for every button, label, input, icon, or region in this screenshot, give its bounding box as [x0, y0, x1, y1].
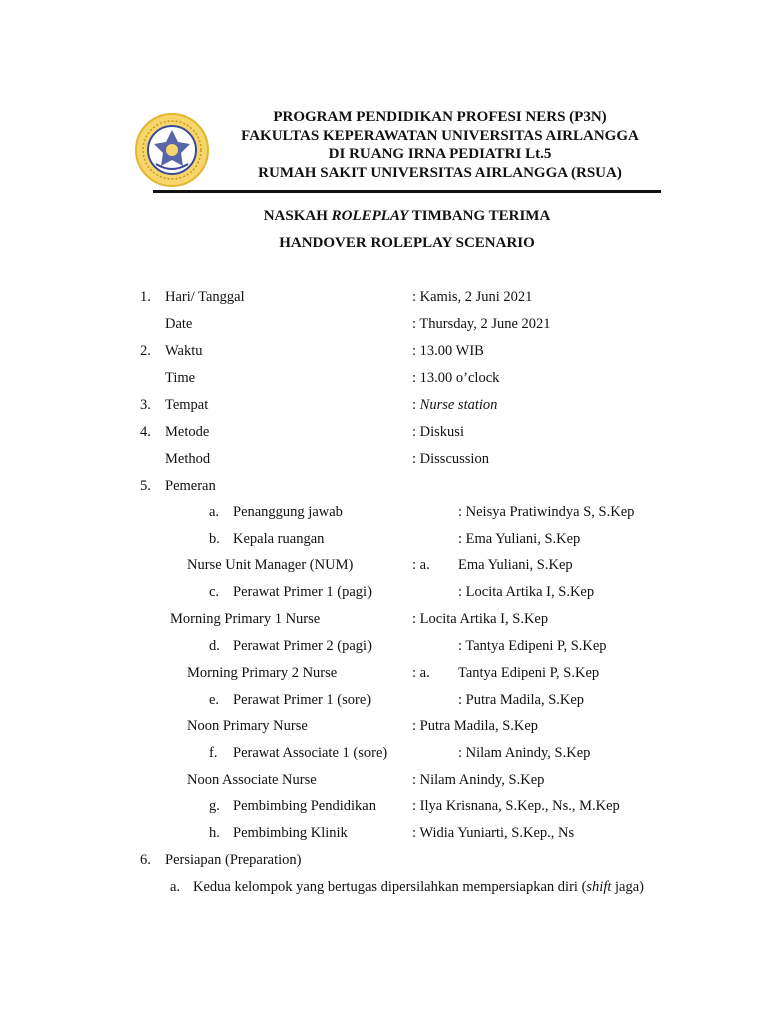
role-label: Nurse Unit Manager (NUM) — [187, 557, 354, 573]
item-value: : Kamis, 2 Juni 2021 — [412, 289, 533, 305]
item-label: Metode — [165, 424, 210, 440]
role-person: : Tantya Edipeni P, S.Kep — [458, 638, 607, 654]
step-text-italic: shift — [586, 879, 612, 895]
role-label: Morning Primary 2 Nurse — [187, 665, 338, 681]
role-colon: : a. — [412, 557, 430, 573]
item-value: : 13.00 o’clock — [412, 370, 500, 386]
item-label: Pemeran — [165, 478, 216, 494]
header-line-2: FAKULTAS KEPERAWATAN UNIVERSITAS AIRLANGGA — [241, 127, 639, 144]
role-person: : Ema Yuliani, S.Kep — [458, 531, 581, 547]
document-title — [153, 208, 661, 225]
role-person: Ema Yuliani, S.Kep — [458, 557, 573, 573]
role-label: Kepala ruangan — [233, 531, 325, 547]
item-value: : Disscussion — [412, 451, 489, 467]
role-person: : Neisya Pratiwindya S, S.Kep — [458, 504, 635, 520]
role-person: : Locita Artika I, S.Kep — [458, 584, 595, 600]
sub-letter: g. — [209, 798, 220, 814]
sub-letter: h. — [209, 825, 220, 841]
university-seal-logo — [134, 112, 210, 188]
role-person: : Locita Artika I, S.Kep — [412, 611, 549, 627]
role-person: : Nilam Anindy, S.Kep — [458, 745, 591, 761]
sub-letter: a. — [170, 879, 181, 895]
sub-letter: c. — [209, 584, 220, 600]
item-value — [412, 397, 497, 414]
item-label: Tempat — [165, 397, 209, 413]
item-label: Hari/ Tanggal — [165, 289, 245, 305]
sub-letter: e. — [209, 692, 220, 708]
role-person: : Widia Yuniarti, S.Kep., Ns — [412, 825, 575, 841]
role-label: Perawat Primer 2 (pagi) — [233, 638, 372, 654]
header-line-4: RUMAH SAKIT UNIVERSITAS AIRLANGGA (RSUA) — [258, 164, 622, 181]
item-label: Date — [165, 316, 193, 332]
role-label: Noon Primary Nurse — [187, 718, 308, 734]
document-subtitle: HANDOVER ROLEPLAY SCENARIO — [279, 235, 535, 251]
item-number: 1. — [140, 289, 151, 305]
item-number: 3. — [140, 397, 151, 413]
title-part-1: NASKAH — [263, 208, 332, 224]
sub-letter: a. — [209, 504, 220, 520]
sub-letter: b. — [209, 531, 220, 547]
title-part-3: TIMBANG TERIMA — [408, 208, 551, 224]
sub-letter: f. — [209, 745, 218, 761]
role-person: : Nilam Anindy, S.Kep — [412, 772, 545, 788]
item-value: : 13.00 WIB — [412, 343, 484, 359]
step-text-before: Kedua kelompok yang bertugas dipersilahkan mempersiapkan diri ( — [193, 879, 587, 895]
item-label: Persiapan (Preparation) — [165, 852, 302, 868]
header-divider — [153, 190, 661, 193]
role-person: Tantya Edipeni P, S.Kep — [458, 665, 600, 681]
role-person: : Putra Madila, S.Kep — [458, 692, 585, 708]
institution-header — [220, 108, 660, 182]
role-label: Pembimbing Klinik — [233, 825, 348, 841]
title-part-2: ROLEPLAY — [331, 208, 409, 224]
step-text — [193, 879, 644, 896]
role-colon: : a. — [412, 665, 430, 681]
item-label: Method — [165, 451, 211, 467]
item-value: : Diskusi — [412, 424, 464, 440]
role-label: Perawat Primer 1 (sore) — [233, 692, 372, 708]
role-label: Perawat Associate 1 (sore) — [233, 745, 388, 761]
role-label: Morning Primary 1 Nurse — [170, 611, 321, 627]
item-value-italic: Nurse station — [419, 397, 498, 413]
item-number: 6. — [140, 852, 151, 868]
item-number: 4. — [140, 424, 151, 440]
item-colon: : — [412, 397, 420, 413]
role-label: Perawat Primer 1 (pagi) — [233, 584, 372, 600]
role-person: : Putra Madila, S.Kep — [412, 718, 539, 734]
header-line-1: PROGRAM PENDIDIKAN PROFESI NERS (P3N) — [273, 109, 607, 125]
item-number: 2. — [140, 343, 151, 359]
role-label: Noon Associate Nurse — [187, 772, 317, 788]
item-label: Waktu — [165, 343, 203, 359]
item-label: Time — [165, 370, 196, 386]
sub-letter: d. — [209, 638, 220, 654]
role-person: : Ilya Krisnana, S.Kep., Ns., M.Kep — [412, 798, 620, 814]
step-text-after: jaga) — [611, 879, 644, 895]
item-value: : Thursday, 2 June 2021 — [412, 316, 551, 332]
role-label: Penanggung jawab — [233, 504, 343, 520]
role-label: Pembimbing Pendidikan — [233, 798, 376, 814]
header-line-3: DI RUANG IRNA PEDIATRI Lt.5 — [328, 146, 552, 162]
item-number: 5. — [140, 478, 151, 494]
